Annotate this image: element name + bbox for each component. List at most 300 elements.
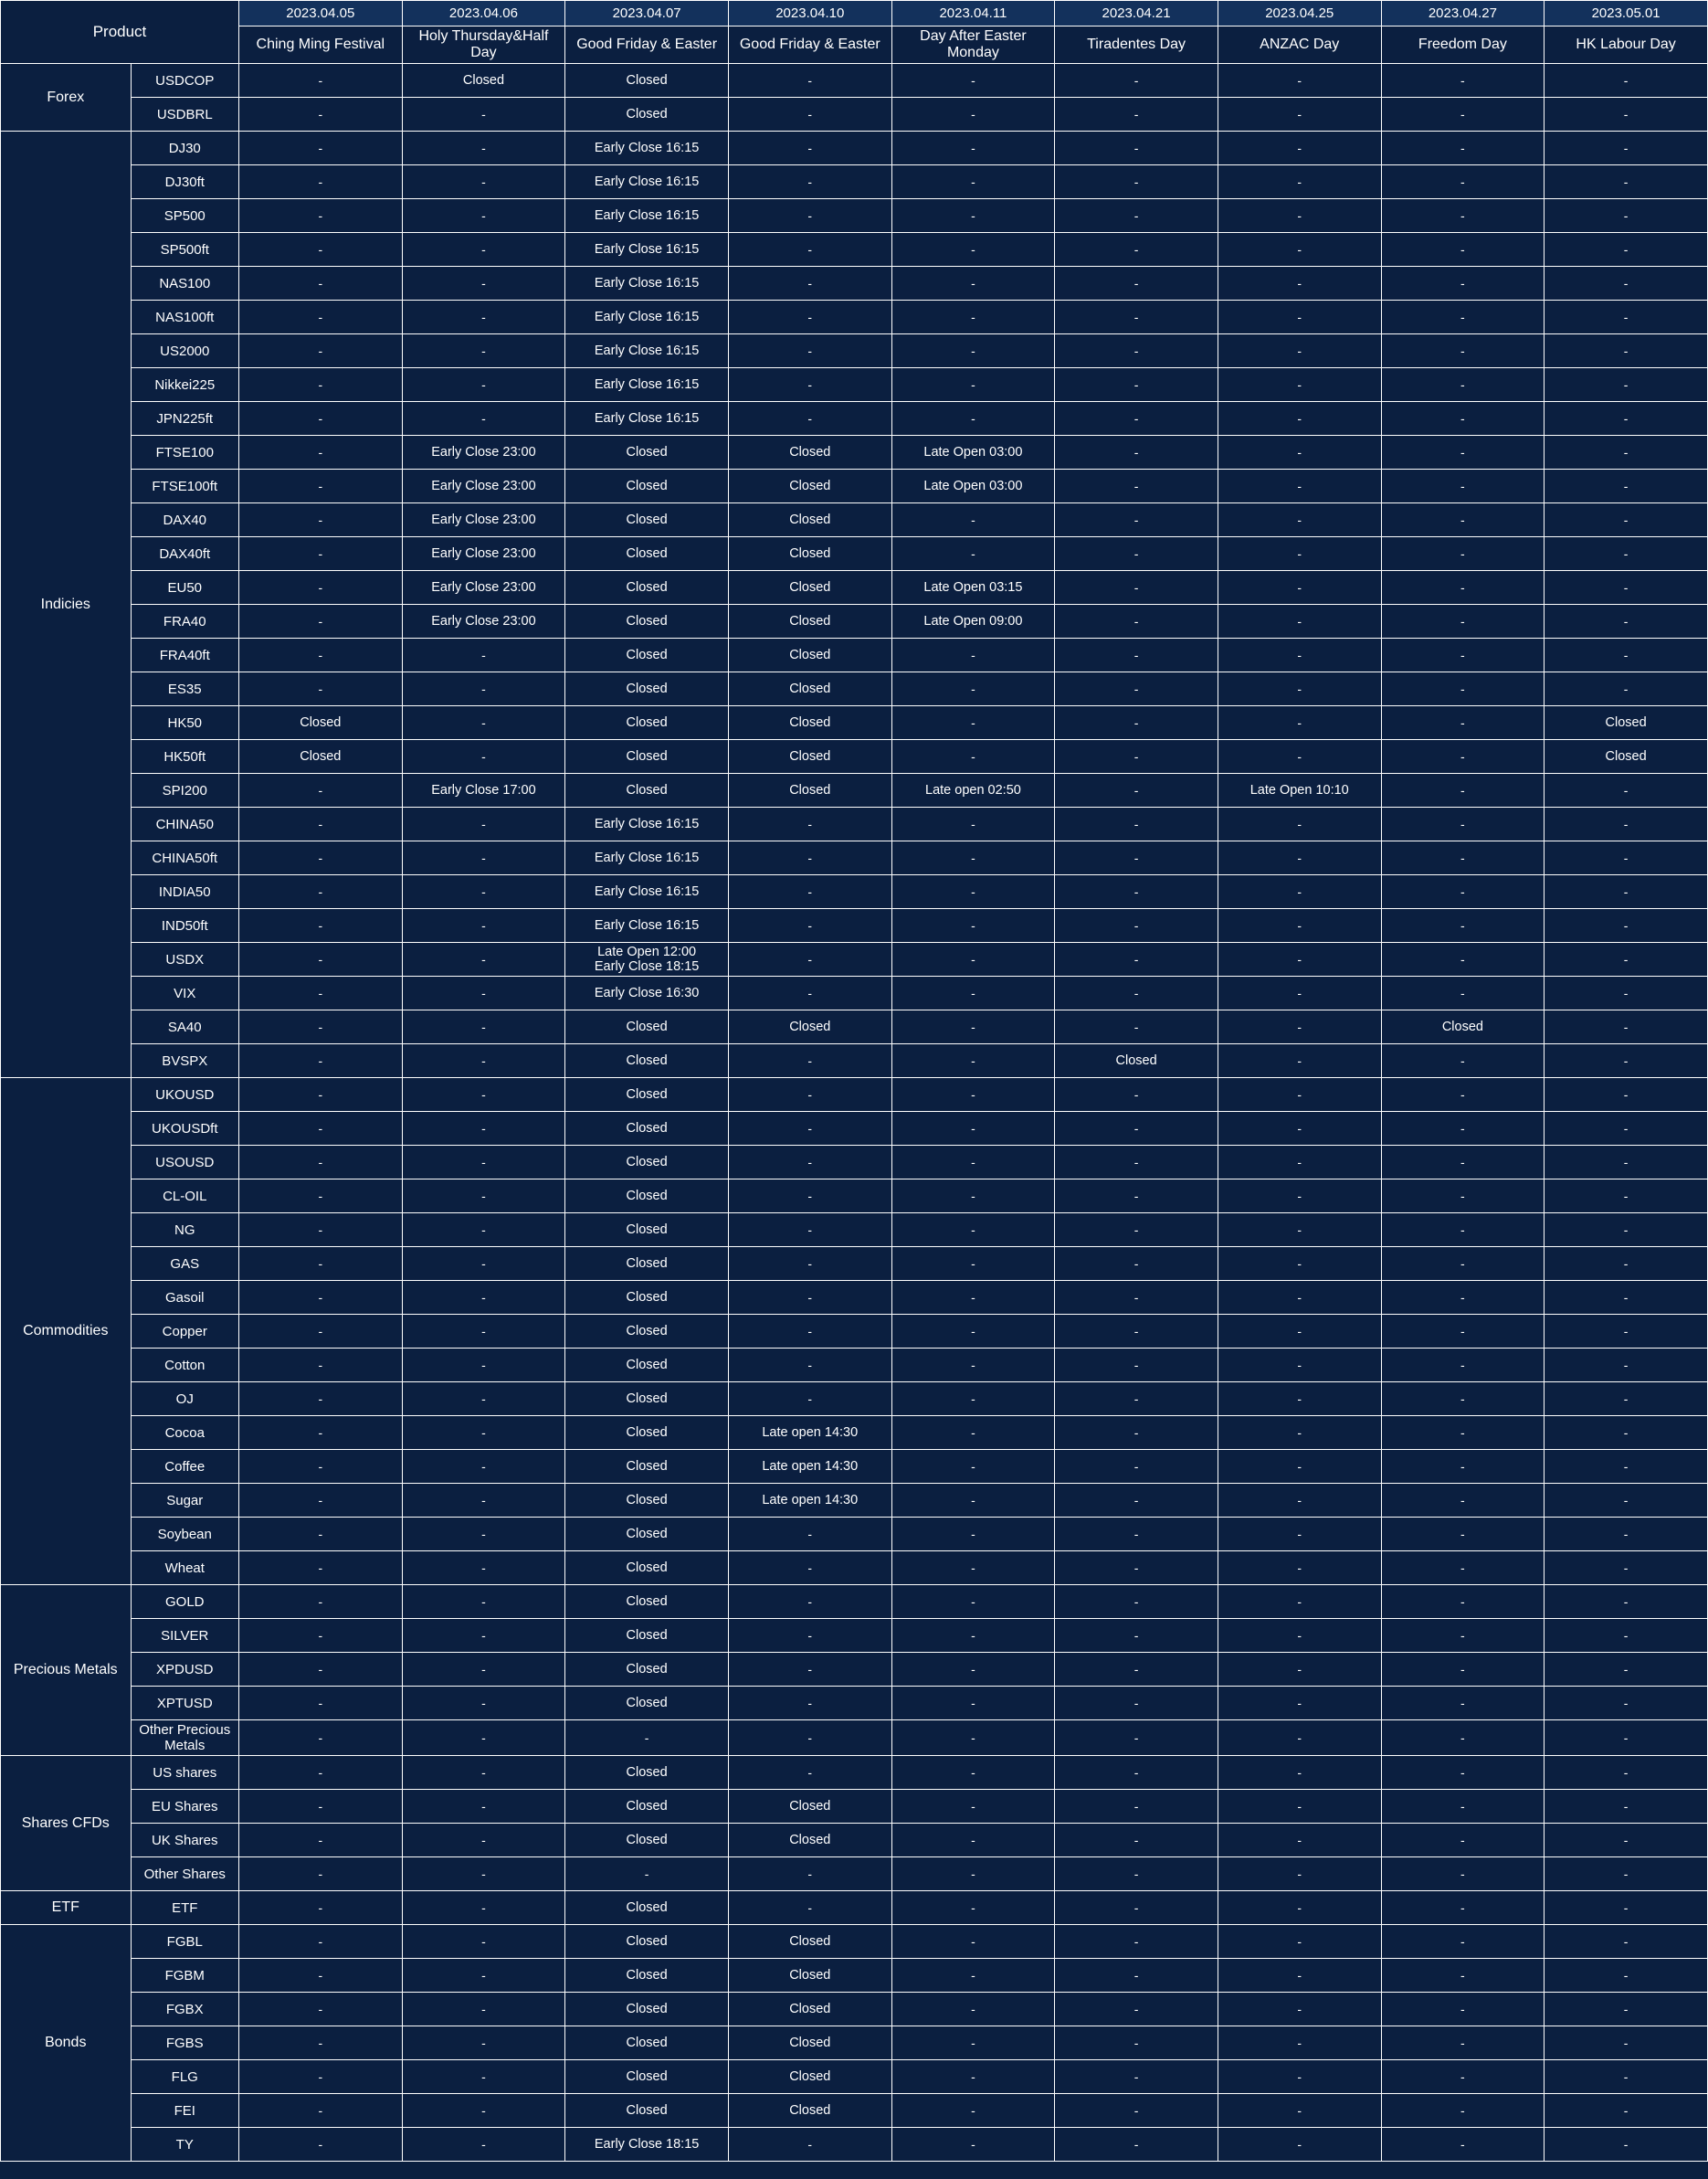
status-cell: Closed [565,1213,729,1247]
status-cell: - [891,1585,1055,1619]
table-row [1,1925,1708,1959]
status-cell: - [1381,1146,1545,1179]
status-cell: Early Close 16:15 [565,402,729,436]
status-cell: - [1055,1551,1218,1585]
table-row [1,165,1708,199]
status-cell: - [728,98,891,132]
status-cell: - [238,1790,402,1824]
status-cell: Closed [728,503,891,537]
product-cell: DAX40ft [131,537,238,571]
status-cell: - [1055,165,1218,199]
status-cell: - [1381,1857,1545,1891]
status-cell: - [1055,267,1218,301]
status-cell: Late Open 09:00 [891,605,1055,639]
status-cell: - [238,537,402,571]
status-cell: - [1055,1078,1218,1112]
status-cell: - [1218,1959,1381,1993]
table-row [1,1484,1708,1518]
table-row [1,368,1708,402]
table-row [1,1720,1708,1756]
table-row [1,1687,1708,1720]
status-cell: - [402,841,565,875]
table-row [1,1959,1708,1993]
status-cell: - [1545,1213,1708,1247]
status-cell: - [1381,1213,1545,1247]
status-cell: Late open 02:50 [891,774,1055,808]
status-cell: - [1545,1315,1708,1349]
status-cell: Closed [565,1619,729,1653]
product-cell: Cocoa [131,1416,238,1450]
status-cell: - [1545,977,1708,1010]
status-cell: - [1381,1518,1545,1551]
status-cell: - [1055,740,1218,774]
status-cell: - [238,436,402,470]
status-cell: - [891,1349,1055,1382]
product-cell: TY [131,2128,238,2162]
status-cell: - [402,334,565,368]
status-cell: Closed [728,2060,891,2094]
status-cell: - [1218,1382,1381,1416]
status-cell: Early Close 16:15 [565,199,729,233]
status-cell: - [1055,2060,1218,2094]
status-cell: - [1218,808,1381,841]
status-cell: Closed [565,2026,729,2060]
status-cell: - [238,1585,402,1619]
status-cell: - [1381,2060,1545,2094]
table-row [1,774,1708,808]
status-cell: - [1545,1857,1708,1891]
status-cell: - [402,1551,565,1585]
status-cell: Closed [728,470,891,503]
status-cell: - [238,605,402,639]
table-row [1,1416,1708,1450]
status-cell: - [1218,1551,1381,1585]
status-cell: - [1545,909,1708,943]
status-cell: - [891,1720,1055,1756]
status-cell: Closed [728,2026,891,2060]
status-cell: - [891,1619,1055,1653]
status-cell: - [1055,537,1218,571]
status-cell: - [1055,841,1218,875]
status-cell: - [891,1315,1055,1349]
status-cell: - [1055,2026,1218,2060]
status-cell: - [238,503,402,537]
header-holiday-5: Tiradentes Day [1055,26,1218,64]
status-cell: - [1381,1416,1545,1450]
product-cell: USDCOP [131,64,238,98]
status-cell: - [1218,1010,1381,1044]
status-cell: - [891,503,1055,537]
status-cell: - [402,368,565,402]
status-cell: - [1055,1382,1218,1416]
status-cell: - [1055,909,1218,943]
status-cell: Early Close 23:00 [402,470,565,503]
status-cell: - [1545,1891,1708,1925]
status-cell: - [1218,1993,1381,2026]
status-cell: - [891,1959,1055,1993]
product-cell: ES35 [131,672,238,706]
status-cell: - [238,1484,402,1518]
status-cell: - [1218,1484,1381,1518]
status-cell: - [891,1416,1055,1450]
status-cell: - [402,2094,565,2128]
table-row [1,740,1708,774]
table-row [1,64,1708,98]
status-cell: - [1545,1112,1708,1146]
product-cell: CL-OIL [131,1179,238,1213]
table-row [1,1653,1708,1687]
status-cell: - [728,267,891,301]
status-cell: - [1218,64,1381,98]
table-row [1,1790,1708,1824]
status-cell: - [891,301,1055,334]
status-cell: - [1055,1146,1218,1179]
status-cell: - [402,1891,565,1925]
status-cell: - [891,1824,1055,1857]
status-cell: - [891,233,1055,267]
status-cell: - [891,1857,1055,1891]
status-cell: - [1545,2026,1708,2060]
status-cell: - [891,706,1055,740]
table-row [1,334,1708,368]
status-cell: - [1381,672,1545,706]
status-cell: - [1381,977,1545,1010]
status-cell: - [891,537,1055,571]
category-cell: Commodities [1,1078,132,1585]
status-cell: - [238,875,402,909]
status-cell: - [891,165,1055,199]
status-cell: - [891,1756,1055,1790]
status-cell: - [402,1756,565,1790]
status-cell: Closed [565,1585,729,1619]
status-cell: Early Close 16:15 [565,909,729,943]
status-cell: Closed [728,2094,891,2128]
status-cell: - [1545,1044,1708,1078]
status-cell: - [891,1891,1055,1925]
status-cell: - [891,334,1055,368]
status-cell: - [402,199,565,233]
status-cell: - [1055,1756,1218,1790]
status-cell: - [891,1112,1055,1146]
status-cell: Closed [1545,740,1708,774]
status-cell: - [728,1891,891,1925]
status-cell: - [1545,132,1708,165]
status-cell: - [1545,1551,1708,1585]
status-cell: - [1381,98,1545,132]
product-cell: FRA40 [131,605,238,639]
status-cell: - [1381,943,1545,977]
status-cell: - [728,875,891,909]
status-cell: - [1055,1450,1218,1484]
status-cell: - [1218,977,1381,1010]
status-cell: - [402,943,565,977]
product-cell: UKOUSD [131,1078,238,1112]
status-cell: - [1545,605,1708,639]
table-row [1,909,1708,943]
status-cell: Closed [565,571,729,605]
status-cell: - [1055,808,1218,841]
status-cell: - [1218,1518,1381,1551]
status-cell: - [1381,2026,1545,2060]
status-cell: Closed [565,1756,729,1790]
status-cell: - [565,1720,729,1756]
status-cell: - [238,1687,402,1720]
status-cell: - [1218,672,1381,706]
status-cell: Closed [565,1382,729,1416]
status-cell: - [1381,1653,1545,1687]
product-cell: NAS100ft [131,301,238,334]
status-cell: - [238,2094,402,2128]
status-cell: - [1055,368,1218,402]
status-cell: - [1218,2094,1381,2128]
status-cell: Early Close 23:00 [402,436,565,470]
status-cell: - [402,1010,565,1044]
status-cell: - [402,165,565,199]
status-line: Early Close 18:15 [594,959,700,974]
status-cell: - [891,875,1055,909]
status-cell: - [402,1382,565,1416]
status-cell: - [1055,672,1218,706]
status-cell: - [1545,1720,1708,1756]
status-cell: - [1545,334,1708,368]
product-cell: Other Precious Metals [131,1720,238,1756]
status-cell: - [1055,1213,1218,1247]
status-cell: - [1381,841,1545,875]
status-cell: - [1545,64,1708,98]
header-holiday-7: Freedom Day [1381,26,1545,64]
product-cell: Copper [131,1315,238,1349]
status-cell: - [238,1146,402,1179]
product-cell: SILVER [131,1619,238,1653]
status-cell: - [1218,1112,1381,1146]
status-cell: Closed [565,1315,729,1349]
table-row [1,1518,1708,1551]
status-cell: Early Close 23:00 [402,503,565,537]
product-cell: FGBS [131,2026,238,2060]
status-cell: - [891,2026,1055,2060]
table-row [1,571,1708,605]
status-cell: Closed [565,740,729,774]
status-cell: - [238,267,402,301]
status-cell: Early Close 16:15 [565,368,729,402]
status-cell: - [728,841,891,875]
status-cell: - [1545,368,1708,402]
product-cell: FGBL [131,1925,238,1959]
status-cell: - [891,1993,1055,2026]
status-cell: - [1545,1518,1708,1551]
status-cell: - [1055,301,1218,334]
status-cell: - [238,841,402,875]
status-cell: - [891,1382,1055,1416]
status-cell: - [891,740,1055,774]
status-cell: Late open 14:30 [728,1450,891,1484]
status-cell: - [1381,1078,1545,1112]
status-cell: - [1055,1585,1218,1619]
status-cell: - [1381,1585,1545,1619]
status-cell: - [238,943,402,977]
status-cell: Closed [565,1416,729,1450]
status-cell: - [238,1281,402,1315]
status-cell: - [1218,2128,1381,2162]
status-cell: Closed [728,740,891,774]
status-cell: Closed [565,774,729,808]
status-cell: - [891,841,1055,875]
status-cell: - [1381,1891,1545,1925]
table-row [1,1824,1708,1857]
status-cell: - [1218,233,1381,267]
status-cell: - [1055,1518,1218,1551]
status-cell: - [1545,808,1708,841]
status-cell: - [1218,740,1381,774]
status-cell: - [238,98,402,132]
category-cell: Bonds [1,1925,132,2162]
product-cell: FEI [131,2094,238,2128]
status-cell: - [1218,875,1381,909]
status-cell: - [238,1720,402,1756]
status-cell: - [1218,1585,1381,1619]
status-cell: Closed [565,1044,729,1078]
status-cell: Closed [565,537,729,571]
status-cell: Early Close 23:00 [402,571,565,605]
table-row [1,1213,1708,1247]
table-row [1,1619,1708,1653]
status-cell: Closed [728,537,891,571]
status-cell: - [1545,1078,1708,1112]
status-cell: - [1055,1281,1218,1315]
status-cell: - [728,1653,891,1687]
status-cell: - [891,672,1055,706]
status-cell: Closed [565,1551,729,1585]
status-cell: Closed [565,1518,729,1551]
status-cell: Early Close 16:15 [565,165,729,199]
status-cell: - [1545,2128,1708,2162]
table-row [1,1857,1708,1891]
status-cell: Closed [728,571,891,605]
product-cell: FTSE100ft [131,470,238,503]
status-cell: - [238,1247,402,1281]
status-cell: - [1381,1112,1545,1146]
status-cell: - [238,909,402,943]
product-cell: HK50 [131,706,238,740]
status-cell: - [1545,774,1708,808]
status-cell: Closed [565,1993,729,2026]
status-cell: Closed [728,1824,891,1857]
status-cell: Closed [565,1078,729,1112]
status-cell: - [402,233,565,267]
status-cell: - [728,1720,891,1756]
status-cell: - [1381,1687,1545,1720]
header-holiday-1: Holy Thursday&Half Day [402,26,565,64]
status-cell: - [565,1857,729,1891]
status-cell: - [238,672,402,706]
table-row [1,1551,1708,1585]
status-cell: - [238,402,402,436]
status-cell: - [402,301,565,334]
status-cell: - [1381,199,1545,233]
status-cell: - [1545,1349,1708,1382]
table-row [1,301,1708,334]
table-row [1,605,1708,639]
status-cell: - [891,1551,1055,1585]
status-cell: - [1055,402,1218,436]
product-cell: CHINA50 [131,808,238,841]
status-cell: - [238,1857,402,1891]
status-cell: - [1218,402,1381,436]
status-cell: - [1545,470,1708,503]
status-cell: - [238,1518,402,1551]
status-cell: Early Close 16:15 [565,808,729,841]
status-cell: - [891,943,1055,977]
header-holiday-3: Good Friday & Easter [728,26,891,64]
status-cell: - [1381,571,1545,605]
status-cell: - [1218,199,1381,233]
status-cell: - [238,2128,402,2162]
status-cell: - [728,2128,891,2162]
status-cell: Closed [565,1179,729,1213]
category-cell: ETF [1,1891,132,1925]
status-cell: - [1381,2128,1545,2162]
status-cell: - [402,672,565,706]
status-cell: - [238,1382,402,1416]
status-cell: Closed [565,1687,729,1720]
status-cell: - [1545,1146,1708,1179]
status-cell: - [891,1518,1055,1551]
product-cell: USDX [131,943,238,977]
status-cell: - [1218,301,1381,334]
table-row [1,1247,1708,1281]
status-cell: - [1545,402,1708,436]
status-cell: - [238,2060,402,2094]
status-cell: - [1545,267,1708,301]
status-cell: - [1055,639,1218,672]
status-cell: - [1381,537,1545,571]
product-cell: Cotton [131,1349,238,1382]
product-cell: UKOUSDft [131,1112,238,1146]
status-cell: - [1381,1484,1545,1518]
product-cell: US shares [131,1756,238,1790]
status-cell: - [1218,165,1381,199]
product-cell: US2000 [131,334,238,368]
status-cell: - [1545,537,1708,571]
status-cell: Late open 14:30 [728,1416,891,1450]
status-cell: - [1055,98,1218,132]
status-cell: - [238,64,402,98]
status-cell: - [1218,267,1381,301]
status-cell: - [1218,2026,1381,2060]
header-holiday-4: Day After Easter Monday [891,26,1055,64]
status-cell: - [402,267,565,301]
status-cell: - [1381,1790,1545,1824]
status-cell: - [1218,1891,1381,1925]
status-cell: - [1055,334,1218,368]
status-cell: - [1218,1653,1381,1687]
status-cell: - [1055,1653,1218,1687]
status-cell: Closed [565,1146,729,1179]
status-cell: - [891,199,1055,233]
table-row [1,1993,1708,2026]
status-cell: - [1545,436,1708,470]
status-cell: - [728,1349,891,1382]
header-product-label: Product [1,1,239,64]
status-cell: - [728,1112,891,1146]
status-cell: - [1545,1790,1708,1824]
product-cell: FLG [131,2060,238,2094]
status-cell: - [238,1551,402,1585]
status-cell: Closed [238,706,402,740]
status-cell: Closed [565,503,729,537]
table-row [1,2128,1708,2162]
status-cell: - [1218,1824,1381,1857]
